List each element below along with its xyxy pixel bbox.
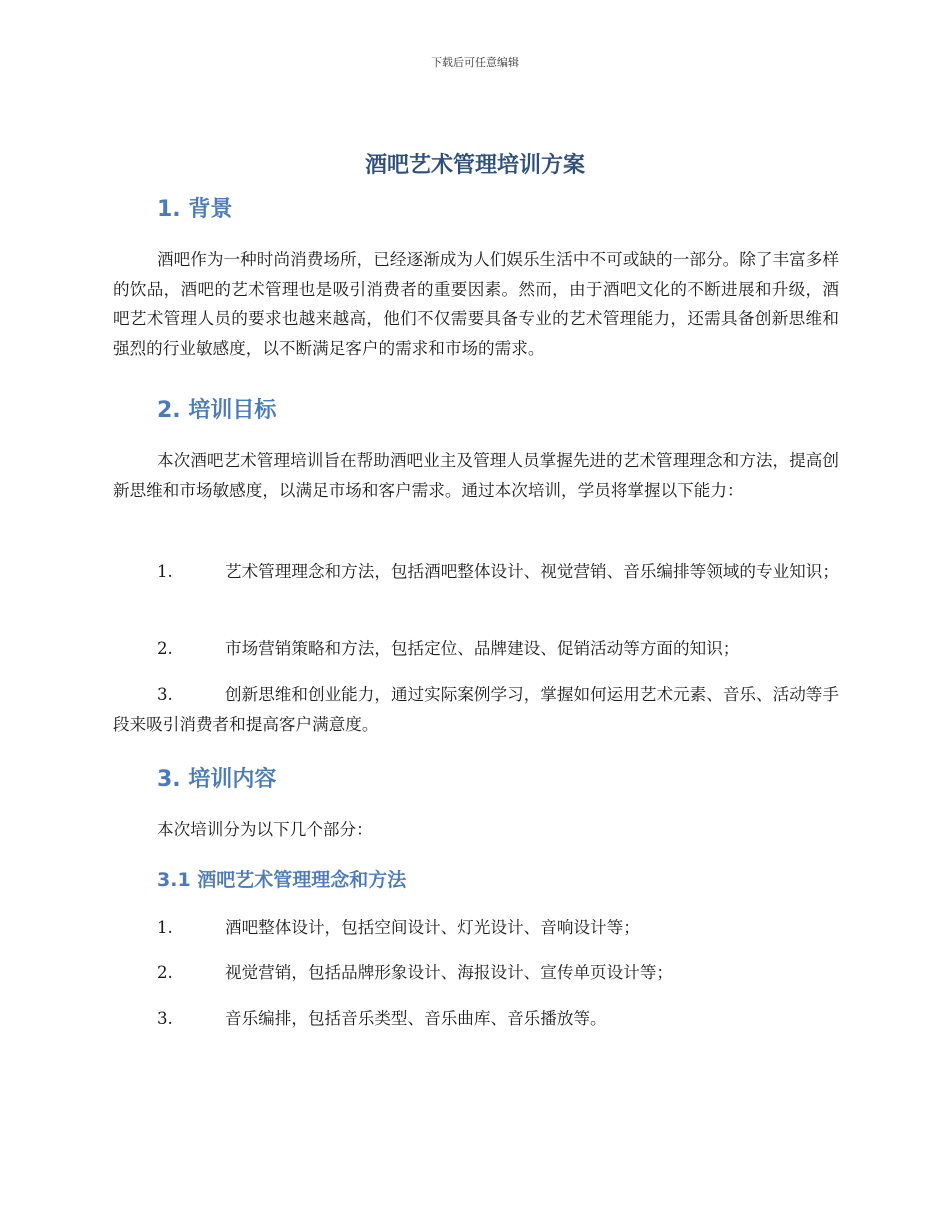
list-item-number: 1. [157,918,173,937]
training-goals-paragraph: 本次酒吧艺术管理培训旨在帮助酒吧业主及管理人员掌握先进的艺术管理理念和方法，提高创新思维和市场敏感度，以满足市场和客户需求。通过本次培训，学员将掌握以下能力： [113,451,839,500]
list-item-number: 3. [157,685,173,704]
list-item-number: 2. [157,963,173,982]
list-item [113,958,839,988]
section-heading-training-content: 3. 培训内容 [157,767,277,792]
list-item [113,913,839,943]
list-item [113,1004,839,1034]
list-item-number: 1. [157,562,173,581]
list-item-text: 市场营销策略和方法，包括定位、品牌建设、促销活动等方面的知识； [225,639,740,658]
list-item-number: 3. [157,1009,173,1028]
header-note: 下载后可任意编辑 [431,56,519,69]
section-heading-background: 1. 背景 [157,197,233,222]
list-item-text: 创新思维和创业能力，通过实际案例学习，掌握如何运用艺术元素、音乐、活动等手段来吸引消费者和提高客户满意度。 [113,685,839,734]
training-content-paragraph: 本次培训分为以下几个部分： [157,820,373,839]
list-item [113,680,839,739]
list-item-text: 艺术管理理念和方法，包括酒吧整体设计、视觉营销、音乐编排等领域的专业知识； [225,562,839,581]
list-item [113,634,839,664]
list-item [113,557,839,587]
section-heading-training-goals: 2. 培训目标 [157,398,277,423]
background-paragraph: 酒吧作为一种时尚消费场所，已经逐渐成为人们娱乐生活中不可或缺的一部分。除了丰富多样的饮品，酒吧的艺术管理也是吸引消费者的重要因素。然而，由于酒吧文化的不断进展和升级，酒吧艺术管理人员的要求也越来越高，他们不仅需要具备专业的艺术管理能力，还需具备创新思维和强烈的行业敏感度，以不断满足客户的需求和市场的需求。 [113,250,839,358]
subsection-heading: 3.1 酒吧艺术管理理念和方法 [157,869,407,891]
list-item-text: 视觉营销，包括品牌形象设计、海报设计、宣传单页设计等； [225,963,674,982]
list-item-number: 2. [157,639,173,658]
document-title: 酒吧艺术管理培训方案 [364,153,585,178]
list-item-text: 酒吧整体设计，包括空间设计、灯光设计、音响设计等； [225,918,640,937]
list-item-text: 音乐编排，包括音乐类型、音乐曲库、音乐播放等。 [225,1009,607,1028]
